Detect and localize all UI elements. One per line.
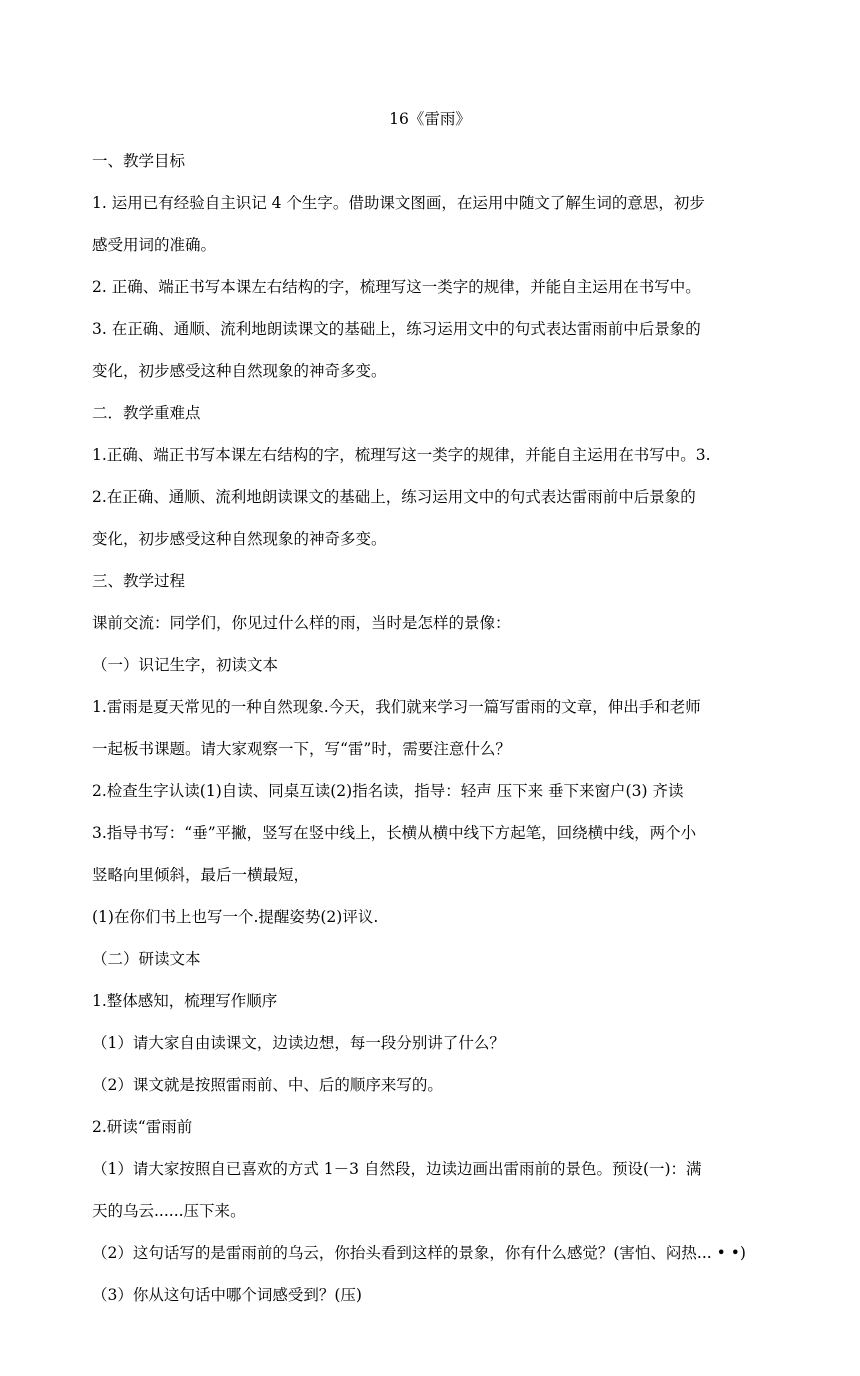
paragraph-line: （2）课文就是按照雷雨前、中、后的顺序来写的。 xyxy=(92,1076,443,1094)
subsection-heading: （二）研读文本 xyxy=(92,950,201,968)
paragraph-line: （1）请大家自由读课文，边读边想，每一段分别讲了什么？ xyxy=(92,1034,505,1052)
paragraph-line: 1.整体感知，梳理写作顺序 xyxy=(92,992,278,1010)
paragraph-line: 变化，初步感受这种自然现象的神奇多变。 xyxy=(92,362,387,380)
paragraph-line: 一起板书课题。请大家观察一下，写“雷”时，需要注意什么？ xyxy=(92,740,511,758)
section-heading: 一、教学目标 xyxy=(92,152,186,170)
subsection-heading: （一）识记生字，初读文本 xyxy=(92,656,279,674)
paragraph-line: 1. 运用已有经验自主识记 4 个生字。借助课文图画，在运用中随文了解生词的意思，初步 xyxy=(92,194,705,212)
paragraph-line: 变化，初步感受这种自然现象的神奇多变。 xyxy=(92,530,387,548)
paragraph-line: 2.在正确、通顺、流利地朗读课文的基础上，练习运用文中的句式表达雷雨前中后景象的 xyxy=(92,488,696,506)
paragraph-line: 1.雷雨是夏天常见的一种自然现象.今天，我们就来学习一篇写雷雨的文章，伸出手和老师 xyxy=(92,698,701,716)
section-heading: 二．教学重难点 xyxy=(92,404,201,422)
paragraph-line: 竖略向里倾斜，最后一横最短， xyxy=(92,866,310,884)
paragraph-line: 1.正确、端正书写本课左右结构的字，梳理写这一类字的规律，并能自主运用在书写中。3. xyxy=(92,446,711,464)
paragraph-line: （3）你从这句话中哪个词感受到？(压) xyxy=(92,1286,362,1304)
document-title: 16《雷雨》 xyxy=(389,110,471,128)
paragraph-line: 3. 在正确、通顺、流利地朗读课文的基础上，练习运用文中的句式表达雷雨前中后景象的 xyxy=(92,320,701,338)
paragraph-line: （2）这句话写的是雷雨前的乌云，你抬头看到这样的景象，你有什么感觉？(害怕、闷热... • •) xyxy=(92,1244,746,1262)
paragraph-line: 天的乌云......压下来。 xyxy=(92,1202,246,1220)
paragraph-line: 2. 正确、端正书写本课左右结构的字，梳理写这一类字的规律，并能自主运用在书写中。 xyxy=(92,278,701,296)
paragraph-line: 感受用词的准确。 xyxy=(92,236,217,254)
paragraph-line: (1)在你们书上也写一个.提醒姿势(2)评议. xyxy=(92,908,379,926)
section-heading: 三、教学过程 xyxy=(92,572,186,590)
paragraph-line: 3.指导书写：“垂”平撇，竖写在竖中线上，长横从横中线下方起笔，回绕横中线，两个小 xyxy=(92,824,697,842)
paragraph-line: 2.研读“雷雨前 xyxy=(92,1118,193,1136)
paragraph-line: （1）请大家按照自已喜欢的方式 1－3 自然段，边读边画出雷雨前的景色。预设(一)：满 xyxy=(92,1160,702,1178)
paragraph-line: 课前交流：同学们，你见过什么样的雨，当时是怎样的景像： xyxy=(92,614,511,632)
paragraph-line: 2.检查生字认读(1)自读、同桌互读(2)指名读，指导：轻声 压下来 垂下来窗户(3) 齐读 xyxy=(92,782,684,800)
